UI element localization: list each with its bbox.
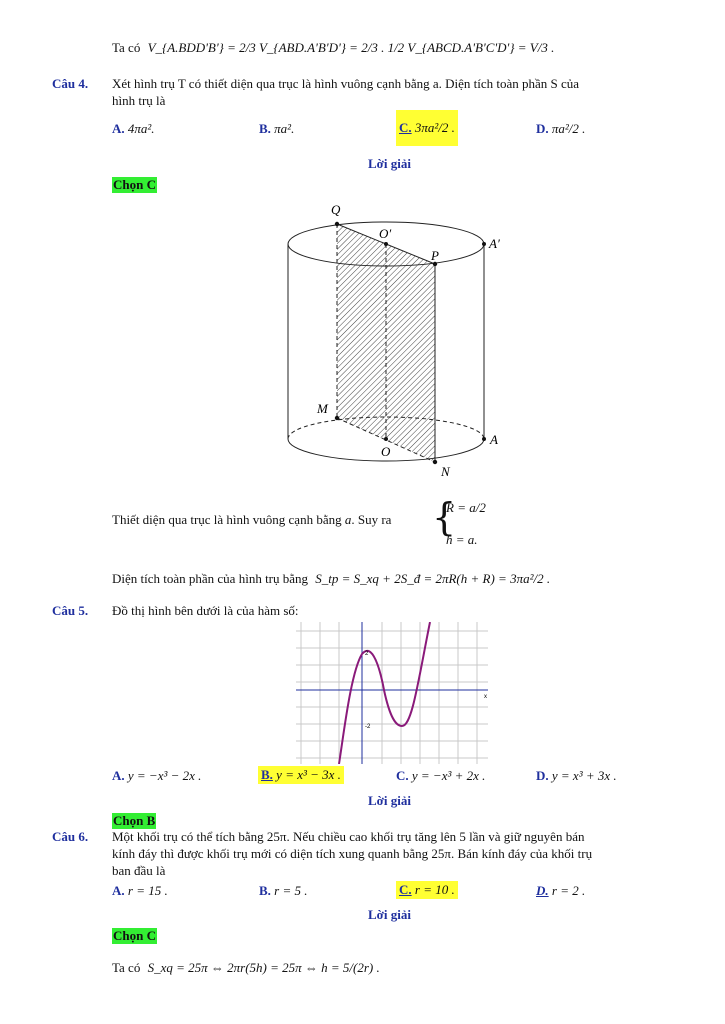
intro-prefix: Ta có	[112, 40, 141, 55]
intro-line	[112, 40, 554, 56]
label-N: N	[441, 464, 450, 479]
label-A: A	[490, 432, 498, 447]
q6-chosen: Chọn C	[113, 928, 156, 943]
tick-2: 2	[365, 651, 369, 657]
q4-label: Câu 4.	[52, 76, 89, 91]
option-label: C.	[399, 882, 412, 897]
q6-final	[112, 960, 380, 976]
tick-neg2: -2	[365, 724, 371, 730]
label-P: P	[431, 248, 439, 263]
q6-label: Câu 6.	[52, 829, 89, 844]
option-label: A.	[112, 883, 125, 898]
option-value: 3πa²/2 .	[414, 120, 455, 135]
q5-label: Câu 5.	[52, 603, 89, 618]
q6-option-c	[396, 881, 458, 899]
q4-solution-title: Lời giải	[368, 156, 411, 171]
q5-option-b	[258, 766, 344, 784]
explain2-text: Diện tích toàn phần của hình trụ bằng	[112, 571, 309, 586]
q5-chosen: Chọn B	[113, 813, 156, 828]
q4-explain2	[112, 571, 550, 587]
q4-option-b	[259, 121, 294, 137]
intro-formula: V_{A.BDD'B'} = 2/3 V_{ABD.A'B'D'} = 2/3 . 1/2 V_{ABCD.A'B'C'D'} = V/3 .	[147, 40, 555, 55]
q6-text-line3: ban đầu là	[112, 863, 166, 878]
explain2-formula: S_tp = S_xq + 2S_đ = 2πR(h + R) = 3πa²/2 .	[315, 571, 551, 586]
q6-solution-title: Lời giải	[368, 907, 411, 922]
function-graph	[296, 622, 488, 764]
system-R: R = a/2	[446, 500, 486, 515]
q5-option-a	[112, 768, 201, 784]
q4-option-c	[396, 110, 458, 146]
point-A	[482, 437, 486, 441]
system-h: h = a.	[446, 532, 478, 547]
q4-option-a	[112, 121, 155, 137]
q4-explain1	[112, 512, 391, 528]
q5-option-d	[536, 768, 617, 784]
option-value: r = 10 .	[414, 882, 455, 897]
q5-solution-title: Lời giải	[368, 793, 411, 808]
option-value: y = −x³ + 2x .	[411, 768, 486, 783]
explain1-var: a	[344, 512, 352, 527]
point-Q	[335, 222, 339, 226]
option-label: D.	[536, 121, 549, 136]
option-value: y = −x³ − 2x .	[127, 768, 202, 783]
option-label: B.	[261, 767, 273, 782]
option-label: C.	[396, 768, 409, 783]
option-value: πa²/2 .	[551, 121, 586, 136]
explain1-suffix: . Suy ra	[351, 512, 392, 527]
point-O	[384, 437, 388, 441]
final-prefix: Ta có	[112, 960, 141, 975]
option-value: y = x³ − 3x .	[276, 767, 341, 782]
point-N	[433, 460, 437, 464]
q4-text-line1: Xét hình trụ T có thiết diện qua trục là hình vuông cạnh bằng a. Diện tích toàn phần S của	[112, 76, 580, 91]
option-label: A.	[112, 121, 125, 136]
q6-option-a	[112, 883, 168, 899]
system-brace: {	[432, 495, 457, 539]
option-label: D.	[536, 768, 549, 783]
option-label: B.	[259, 121, 271, 136]
point-M	[335, 416, 339, 420]
q6-option-b	[259, 883, 308, 899]
label-Q: Q	[331, 202, 341, 217]
grid	[296, 622, 488, 764]
point-O-prime	[384, 242, 388, 246]
label-A-prime: A′	[489, 236, 500, 251]
option-value: r = 5 .	[274, 883, 308, 898]
label-O: O	[381, 444, 391, 459]
option-label: A.	[112, 768, 125, 783]
cylinder-figure	[275, 198, 515, 480]
q5-text: Đồ thị hình bên dưới là của hàm số:	[112, 603, 299, 618]
option-label: D.	[536, 883, 549, 898]
q4-option-d	[536, 121, 585, 137]
q6-option-d	[536, 883, 585, 899]
option-label: B.	[259, 883, 271, 898]
curve	[339, 622, 430, 764]
q4-chosen: Chọn C	[113, 177, 156, 192]
q6-text-line2: kính đáy thì được khối trụ mới có diện tích xung quanh bằng 25π. Bán kính đáy của khối trụ	[112, 846, 593, 861]
option-value: r = 2 .	[551, 883, 586, 898]
final-formula: S_xq = 25π ⇔ 2πr(5h) = 25π ⇔ h = 5/(2r) .	[147, 960, 380, 975]
q4-text-line2: hình trụ là	[112, 93, 166, 108]
point-A-prime	[482, 242, 486, 246]
option-value: y = x³ + 3x .	[551, 768, 617, 783]
q6-text-line1: Một khối trụ có thể tích bằng 25π. Nếu chiều cao khối trụ tăng lên 5 lần và giữ nguyên bán	[112, 829, 585, 844]
explain1-text: Thiết diện qua trục là hình vuông cạnh bằng	[112, 512, 342, 527]
label-M: M	[317, 401, 328, 416]
x-label: x	[484, 694, 487, 700]
option-value: r = 15 .	[127, 883, 168, 898]
option-value: πa².	[274, 121, 295, 136]
option-value: 4πa².	[127, 121, 155, 136]
label-O-prime: O′	[379, 226, 392, 241]
q5-option-c	[396, 768, 485, 784]
option-label: C.	[399, 120, 412, 135]
